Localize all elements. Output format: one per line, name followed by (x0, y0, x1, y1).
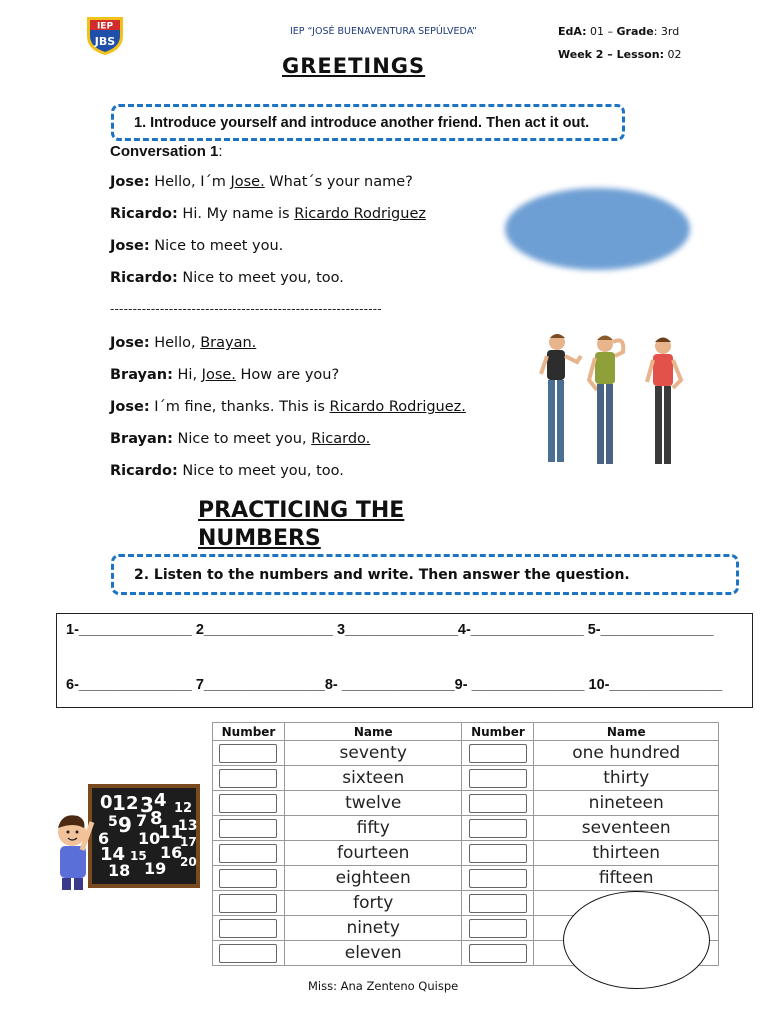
name-cell: thirty (534, 766, 719, 791)
number-answer-box[interactable] (469, 944, 527, 963)
line-text: Nice to meet you. (149, 238, 284, 254)
section-title-line-1: PRACTICING THE (198, 498, 405, 523)
speaker: Brayan: (110, 367, 173, 383)
name-cell: seventeen (534, 816, 719, 841)
dialogue-line (110, 206, 426, 222)
board-number: 16 (160, 843, 183, 862)
board-number: 13 (178, 818, 198, 834)
line-text-end: What´s your name? (264, 174, 413, 190)
number-cell (213, 841, 285, 866)
line-text: Hi, (172, 367, 202, 383)
instruction-2-text: 2. Listen to the numbers and write. Then answer the question. (134, 566, 630, 583)
school-logo (84, 14, 126, 56)
speaker: Jose: (110, 335, 150, 351)
number-answer-box[interactable] (219, 894, 277, 913)
dialogue-line (110, 463, 344, 479)
number-answer-box[interactable] (469, 844, 527, 863)
speaker: Brayan: (110, 431, 173, 447)
number-answer-box[interactable] (469, 769, 527, 788)
speaker: Jose: (110, 174, 150, 190)
instruction-box-2 (111, 554, 739, 595)
dialogue-line (110, 270, 344, 286)
number-answer-box[interactable] (469, 894, 527, 913)
line-text: Nice to meet you, too. (177, 270, 344, 286)
header-name: Name (284, 723, 462, 741)
dialogue-line (110, 174, 413, 190)
kid-chalkboard-illustration (52, 782, 202, 894)
page-title: GREETINGS (282, 54, 426, 78)
number-cell (213, 766, 285, 791)
logo-text-top: IEP (96, 21, 114, 32)
speaker: Jose: (110, 238, 150, 254)
dialogue-line (110, 335, 256, 351)
board-number: 10 (138, 829, 161, 848)
number-answer-box[interactable] (469, 819, 527, 838)
board-number: 5 (108, 814, 118, 830)
number-answer-box[interactable] (219, 744, 277, 763)
name-cell: thirteen (534, 841, 719, 866)
number-cell (213, 791, 285, 816)
section-title (198, 497, 438, 551)
table-row (213, 766, 719, 791)
number-cell (462, 916, 534, 941)
board-number: 20 (180, 855, 197, 869)
school-name: IEP “JOSÉ BUENAVENTURA SEPÚLVEDA” (290, 26, 477, 37)
table-header-row (213, 723, 719, 741)
table-row (213, 841, 719, 866)
conversation-heading (110, 143, 223, 160)
name-cell: fifteen (534, 866, 719, 891)
board-number: 7 (136, 811, 148, 830)
week-value: 02 (663, 48, 682, 61)
number-cell (213, 891, 285, 916)
grade-label: Grade (616, 25, 654, 38)
table-row (213, 816, 719, 841)
speech-bubble-blob (505, 188, 690, 270)
header-number: Number (213, 723, 285, 741)
board-number: 19 (144, 859, 167, 878)
board-number: 4 (154, 790, 167, 811)
table-row (213, 791, 719, 816)
grade-value: : 3rd (653, 25, 680, 38)
name-cell: twelve (284, 791, 462, 816)
board-number: 1 (112, 791, 126, 815)
section-title-line-2: NUMBERS (198, 526, 321, 551)
week-lesson-line (558, 48, 681, 61)
instruction-1-text: 1. Introduce yourself and introduce another friend. Then act it out. (134, 114, 590, 131)
number-cell (213, 941, 285, 966)
answer-oval (563, 891, 710, 989)
speaker: Ricardo: (110, 206, 178, 222)
speaker: Ricardo: (110, 463, 178, 479)
name-cell: fourteen (284, 841, 462, 866)
eda-label: EdA: (558, 25, 587, 38)
name-cell: ninety (284, 916, 462, 941)
number-cell (462, 741, 534, 766)
number-answer-box[interactable] (219, 769, 277, 788)
answer-box (56, 613, 753, 708)
line-underlined: Ricardo. (311, 431, 371, 447)
number-cell (462, 866, 534, 891)
number-cell (213, 816, 285, 841)
number-answer-box[interactable] (469, 794, 527, 813)
number-cell (213, 916, 285, 941)
number-cell (213, 866, 285, 891)
line-text: Hi. My name is (177, 206, 295, 222)
number-answer-box[interactable] (469, 744, 527, 763)
header-number: Number (462, 723, 534, 741)
board-number: 3 (140, 793, 154, 817)
number-cell (462, 841, 534, 866)
board-number: 2 (126, 793, 139, 814)
line-underlined: Jose. (201, 367, 236, 383)
name-cell: one hundred (534, 741, 719, 766)
eda-grade-line (558, 25, 679, 38)
dialogue-line (110, 399, 466, 415)
header-name: Name (534, 723, 719, 741)
board-number: 17 (180, 835, 197, 849)
number-answer-box[interactable] (469, 869, 527, 888)
dialogue-line (110, 431, 370, 447)
number-answer-box[interactable] (219, 869, 277, 888)
eda-value: 01 – (586, 25, 617, 38)
line-text: Hello, (149, 335, 201, 351)
teacher-footer: Miss: Ana Zenteno Quispe (308, 979, 459, 993)
week-label: Week 2 – Lesson: (558, 48, 664, 61)
line-text: Hello, I´m (149, 174, 231, 190)
line-underlined: Jose. (230, 174, 265, 190)
line-underlined: Ricardo Rodriguez. (329, 399, 466, 415)
board-number: 15 (130, 849, 147, 863)
number-answer-box[interactable] (219, 794, 277, 813)
friends-illustration (535, 330, 695, 470)
table-row (213, 866, 719, 891)
board-number: 14 (100, 844, 126, 865)
name-cell: eleven (284, 941, 462, 966)
line-underlined: Ricardo Rodriguez (294, 206, 426, 222)
name-cell: seventy (284, 741, 462, 766)
board-number: 8 (150, 808, 163, 829)
number-cell (462, 816, 534, 841)
dialogue-line (110, 367, 339, 383)
line-text: I´m fine, thanks. This is (149, 399, 330, 415)
number-cell (213, 741, 285, 766)
number-cell (462, 791, 534, 816)
name-cell: forty (284, 891, 462, 916)
number-cell (462, 766, 534, 791)
speaker: Jose: (110, 399, 150, 415)
line-text: Nice to meet you, (172, 431, 312, 447)
dialogue-line (110, 238, 283, 254)
answer-row-2[interactable]: 6-______________ 7_______________8- ______________9- ______________ 10-______________ (66, 677, 723, 693)
number-cell (462, 891, 534, 916)
table-row (213, 741, 719, 766)
number-answer-box[interactable] (469, 919, 527, 938)
line-underlined: Brayan. (200, 335, 257, 351)
conversation-heading-colon: : (218, 143, 223, 160)
number-answer-box[interactable] (219, 844, 277, 863)
name-cell: nineteen (534, 791, 719, 816)
dialogue-divider: ------------------------------------------------------------ (110, 302, 382, 316)
name-cell: eighteen (284, 866, 462, 891)
board-number: 9 (118, 813, 132, 837)
speaker: Ricardo: (110, 270, 178, 286)
conversation-heading-text: Conversation 1 (110, 143, 219, 160)
board-number: 18 (108, 861, 131, 880)
answer-row-1[interactable]: 1-______________ 2________________ 3______________4-______________ 5-______________ (66, 622, 714, 638)
name-cell: sixteen (284, 766, 462, 791)
logo-text-bottom: JBS (94, 35, 116, 48)
number-answer-box[interactable] (219, 819, 277, 838)
number-answer-box[interactable] (219, 919, 277, 938)
board-number: 6 (98, 829, 110, 848)
line-text-end: How are you? (235, 367, 340, 383)
line-text: Nice to meet you, too. (177, 463, 344, 479)
number-answer-box[interactable] (219, 944, 277, 963)
board-number: 11 (158, 822, 184, 843)
board-number: 0 (100, 792, 113, 813)
number-cell (462, 941, 534, 966)
name-cell: fifty (284, 816, 462, 841)
instruction-box-1 (111, 104, 625, 141)
board-number: 12 (174, 801, 193, 816)
